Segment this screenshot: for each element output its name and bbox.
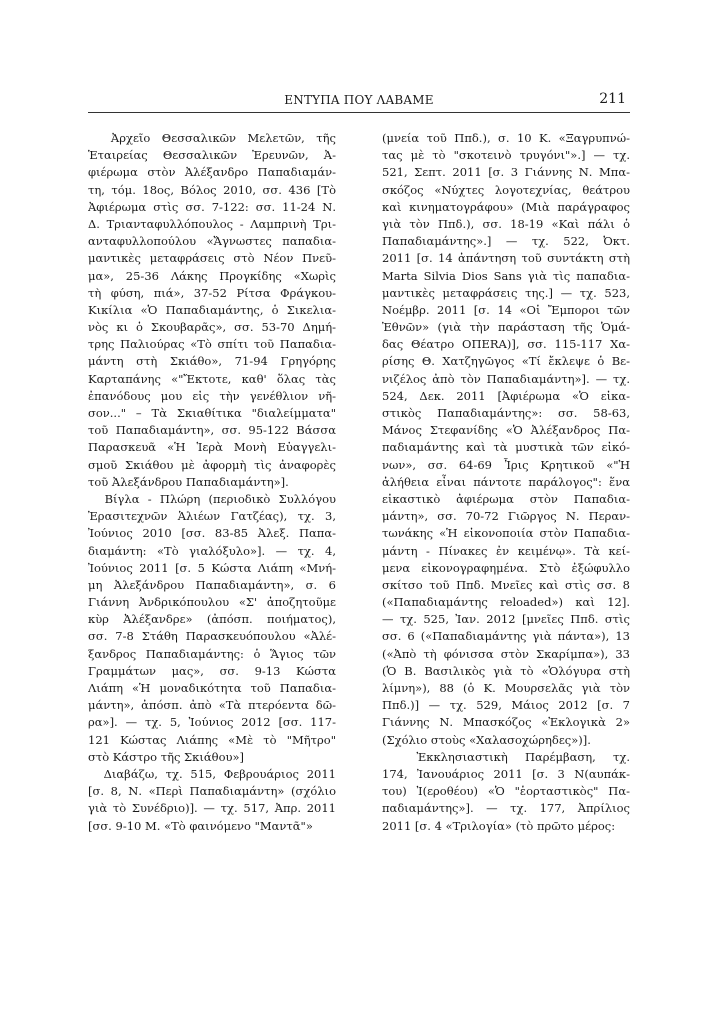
text-line: σκίτσο τοῦ Ππδ. Μνεῖες καὶ στὶς σσ. 8 [382, 577, 630, 592]
text-line: (Σχόλιο στοὺς «Χαλασοχώρηδες»)]. [382, 732, 591, 747]
text-line: ἐπανόδους μου εἰς τὴν γενέθλιον νῆ- [88, 388, 336, 403]
text-line: Λιάπη «Ἡ μοναδικότητα τοῦ Παπαδια- [88, 681, 336, 695]
text-line: τοῦ Παπαδιαμάντη», σσ. 95-122 Βάσσα [88, 423, 336, 438]
text-line: μη Ἀλεξάνδρου Παπαδιαμάντη», σ. 6 [88, 577, 336, 592]
text-line: μαντικὲς μεταφράσεις της.] — τχ. 523, [382, 285, 630, 300]
text-line: μαντικὲς μεταφράσεις στὸ Νέον Πνεῦ- [88, 251, 336, 266]
text-line: (Ὁ Β. Βασιλικὸς γιὰ τὸ «Ὁλόγυρα στὴ [382, 663, 630, 678]
text-line: Παπαδιαμάντης».] — τχ. 522, Ὀκτ. [382, 234, 630, 249]
text-line: τη, τόμ. 18ος, Βόλος 2010, σσ. 436 [Τὸ [88, 182, 336, 197]
text-line: Ἐρασιτεχνῶν Ἁλιέων Γατζέας), τχ. 3, [88, 509, 336, 524]
text-line: Ἰούνιος 2010 [σσ. 83-85 Ἀλεξ. Παπα- [88, 526, 336, 541]
text-line: διαμάντη: «Τὸ γιαλόξυλο»]. — τχ. 4, [88, 543, 336, 558]
text-line: τρης Παλιούρας «Τὸ σπίτι τοῦ Παπαδια- [88, 337, 336, 352]
text-line: του) Ἰ(εροθέου) «Ὁ "ἑορταστικὸς" Πα- [382, 784, 630, 799]
text-line: τοῦ Ἀλεξάνδρου Παπαδιαμάντη»]. [88, 474, 289, 489]
text-line: 121 Κώστας Λιάπης «Μὲ τὸ "Μῆτρο" [88, 732, 336, 747]
text-line: κὺρ Ἀλέξανδρε» (ἀπόσπ. ποιήματος), [88, 612, 336, 627]
text-line: — τχ. 525, Ἰαν. 2012 [μνεῖες Ππδ. στὶς [382, 612, 630, 627]
right-column [382, 130, 630, 835]
text-line: εἰκαστικὸ ἀφιέρωμα στὸν Παπαδια- [382, 491, 630, 506]
text-line: τὴ φύση, πιά», 37-52 Ρίτσα Φράγκου- [88, 285, 336, 300]
text-line: παδιαμάντης καὶ τὰ μυστικὰ τῶν εἰκό- [382, 440, 630, 455]
text-line: σσ. 6 («Παπαδιαμάντης γιὰ πάντα»), 13 [382, 629, 630, 644]
running-head: ΕΝΤΥΠΑ ΠΟΥ ΛΑΒΑΜΕ [284, 93, 434, 107]
text-line: ρα»]. — τχ. 5, Ἰούνιος 2012 [σσ. 117- [88, 715, 336, 730]
text-line: Marta Silvia Dios Sans γιὰ τὶς παπαδια- [382, 268, 630, 283]
text-line: τας μὲ τὸ "σκοτεινὸ τρυγόνι"».] — τχ. [382, 148, 630, 163]
text-line: νιζέλος ἀπὸ τὸν Παπαδιαμάντη»]. — τχ. [382, 371, 630, 386]
text-line: σμοῦ Σκιάθου μὲ ἀφορμὴ τὶς ἀναφορὲς [88, 457, 336, 472]
text-line: Ππδ.)] — τχ. 529, Μάιος 2012 [σ. 7 [382, 698, 630, 713]
text-line: ἀλήθεια εἶναι πάντοτε παράλογος": ἕνα [382, 474, 630, 489]
text-line: στικὸς Παπαδιαμάντης»: σσ. 58-63, [382, 406, 630, 420]
text-line: [σ. 8, Ν. «Περὶ Παπαδιαμάντη» (σχόλιο [88, 784, 336, 799]
text-line: δας Θέατρο ΟΠΕRA)], σσ. 115-117 Χα- [382, 337, 630, 352]
text-line: Ἐθνῶν» (γιὰ τὴν παράσταση τῆς Ὁμά- [382, 320, 630, 335]
text-line: Γιάννης Ν. Μπασκόζος «Ἐκλογικὰ 2» [382, 715, 630, 730]
text-line: λίμνη»), 88 (ὁ Κ. Μουρσελᾶς γιὰ τὸν [382, 681, 630, 695]
text-line: ξανδρος Παπαδιαμάντης: ὁ Ἅγιος τῶν [88, 646, 336, 661]
header-rule [88, 112, 630, 113]
text-line: νων», σσ. 64-69 Ἶρις Κρητικοῦ «"Ἡ [382, 457, 630, 472]
text-line: Δ. Τριανταφυλλόπουλος - Λαμπρινὴ Τρι- [88, 216, 336, 231]
text-line: Παρασκευᾶ «Ἡ Ἱερὰ Μονὴ Εὐαγγελι- [88, 440, 336, 455]
text-line: («Ἀπὸ τὴ φόνισσα στὸν Σκαρίμπα»), 33 [382, 646, 630, 661]
text-line: καὶ κινηματογράφου» (Μιὰ παράγραφος [382, 199, 630, 214]
text-line: Ἐκκλησιαστικὴ Παρέμβαση, τχ. [382, 749, 630, 764]
text-line: φιέρωμα στὸν Ἀλέξανδρο Παπαδιαμάν- [88, 165, 336, 180]
text-line: μάντη - Πίνακες ἐν κειμένῳ». Τὰ κεί- [382, 543, 630, 558]
text-line: Ἰούνιος 2011 [σ. 5 Κώστα Λιάπη «Μνή- [88, 560, 336, 575]
text-line: 521, Σεπτ. 2011 [σ. 3 Γιάννης Ν. Μπα- [382, 165, 630, 180]
text-line: 2011 [σ. 4 «Τριλογία» (τὸ πρῶτο μέρος: [382, 818, 616, 833]
text-line: Ἑταιρείας Θεσσαλικῶν Ἐρευνῶν, Ἀ- [88, 148, 336, 163]
text-line: Διαβάζω, τχ. 515, Φεβρουάριος 2011 [88, 766, 336, 781]
text-line: νὸς κι ὁ Σκουβαρᾶς», σσ. 53-70 Δημή- [88, 320, 336, 335]
text-line: 2011 [σ. 14 ἀπάντηση τοῦ συντάκτη στὴ [382, 251, 630, 266]
text-columns [88, 130, 630, 833]
text-line: Γιάννη Ἀνδρικόπουλου «Σ' ἀποζητοῦμε [88, 595, 336, 610]
text-line: (μνεία τοῦ Ππδ.), σ. 10 Κ. «Ξαγρυπνώ- [382, 131, 630, 145]
text-line: Ἀρχεῖο Θεσσαλικῶν Μελετῶν, τῆς [88, 131, 336, 145]
page-number: 211 [599, 91, 626, 107]
text-line: μάντη», σσ. 70-72 Γιῶργος Ν. Περαν- [382, 509, 630, 524]
text-line: μάντη στὴ Σκιάθο», 71-94 Γρηγόρης [88, 354, 336, 369]
text-line: μάντη», ἀπόσπ. ἀπὸ «Τὰ πτερόεντα δῶ- [88, 698, 336, 713]
text-line: Βίγλα - Πλώρη (περιοδικὸ Συλλόγου [88, 491, 336, 506]
text-line: Μάνος Στεφανίδης «Ὁ Ἀλέξανδρος Πα- [382, 423, 630, 438]
text-line: σκόζος «Νύχτες λογοτεχνίας, θεάτρου [382, 182, 630, 197]
text-line: γιὰ τὸ Συνέδριο)]. — τχ. 517, Ἀπρ. 2011 [88, 801, 336, 816]
left-column [88, 130, 336, 835]
text-line: μενα εἰκονογραφημένα. Στὸ ἐξώφυλλο [382, 560, 630, 575]
text-line: Ἀφιέρωμα στὶς σσ. 7-122: σσ. 11-24 Ν. [88, 199, 336, 214]
text-line: ανταφυλλοπούλου «Ἄγνωστες παπαδια- [88, 234, 336, 249]
text-line: μα», 25-36 Λάκης Προγκίδης «Χωρὶς [88, 268, 336, 283]
page-header [88, 93, 630, 113]
text-line: ρίσης Θ. Χατζηγῶγος «Τί ἔκλεψε ὁ Βε- [382, 354, 630, 369]
text-line: στὸ Κάστρο τῆς Σκιάθου»] [88, 749, 245, 764]
text-line: 174, Ἰανουάριος 2011 [σ. 3 Ν(αυπάκ- [382, 766, 630, 781]
text-line: 524, Δεκ. 2011 [Ἀφιέρωμα «Ὁ εἰκα- [382, 388, 630, 403]
text-line: Νοέμβρ. 2011 [σ. 14 «Οἱ Ἔμποροι τῶν [382, 302, 630, 317]
text-line: Καρταπάνης «"Ἔκτοτε, καθ' ὅλας τὰς [88, 371, 336, 386]
text-line: τωνάκης «Ἡ εἰκονοποιία στὸν Παπαδια- [382, 526, 630, 541]
text-line: («Παπαδιαμάντης reloaded») καὶ 12]. [382, 595, 630, 610]
text-line: Κικίλια «Ὁ Παπαδιαμάντης, ὁ Σικελια- [88, 302, 336, 317]
text-line: σον..." – Τὰ Σκιαθίτικα "διαλείμματα" [88, 406, 336, 420]
text-line: [σσ. 9-10 Μ. «Τὸ φαινόμενο "Μαντᾶ"» [88, 818, 313, 833]
text-line: παδιαμάντης»]. — τχ. 177, Ἀπρίλιος [382, 801, 630, 816]
text-line: Γραμμάτων μας», σσ. 9-13 Κώστα [88, 663, 336, 678]
text-line: γιὰ τὸν Ππδ.), σσ. 18-19 «Καὶ πάλι ὁ [382, 216, 630, 231]
text-line: σσ. 7-8 Στάθη Παρασκευόπουλου «Ἀλέ- [88, 629, 336, 644]
